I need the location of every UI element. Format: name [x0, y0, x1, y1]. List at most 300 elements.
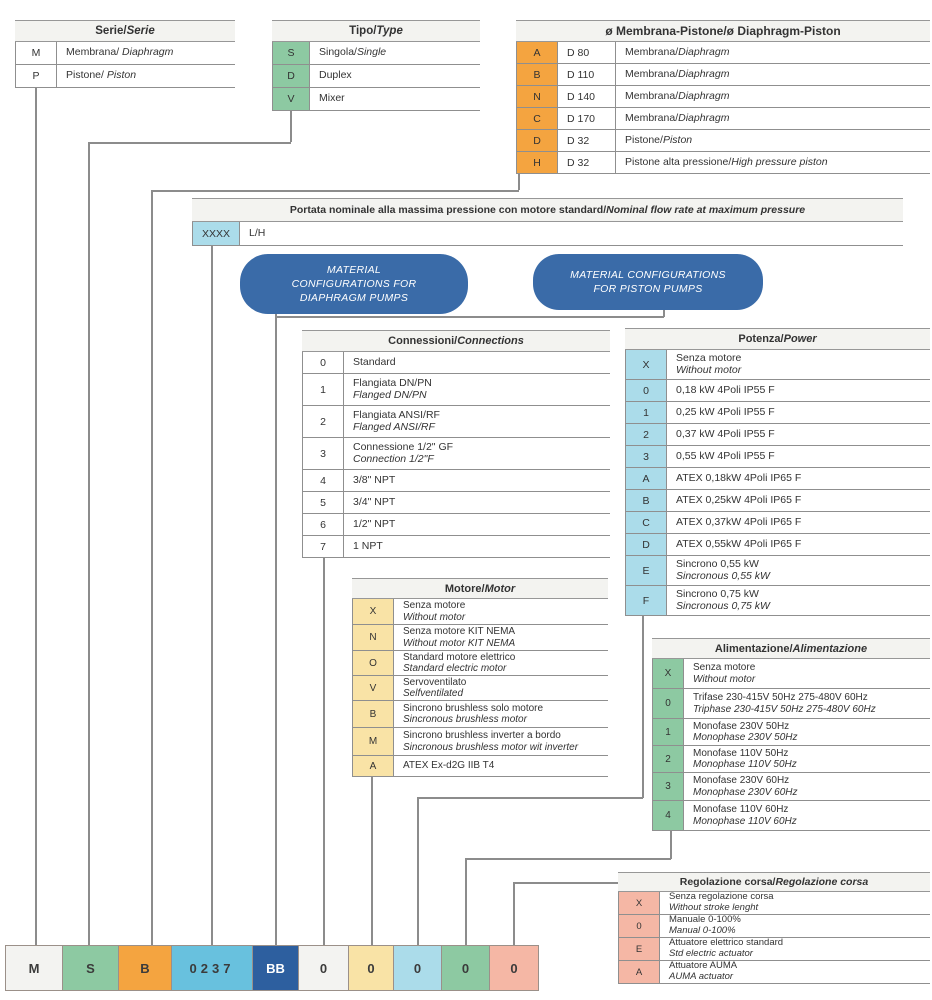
code-value: E	[642, 564, 650, 577]
row-description	[684, 746, 930, 772]
row-description	[310, 88, 480, 110]
description-text-en: Flanged DN/PN	[353, 388, 427, 401]
code-box	[490, 946, 538, 990]
table-title-it: Serie	[95, 25, 124, 37]
code-value: 1	[665, 726, 671, 738]
diameter-value: D 110	[567, 68, 595, 81]
code-value: X	[642, 358, 650, 371]
description-text-en: Monophase 110V 50Hz	[693, 759, 797, 770]
table-row	[652, 719, 930, 746]
code-cell	[625, 402, 667, 423]
description-text: ATEX 0,18kW 4Poli IP65 F	[676, 471, 802, 484]
description-text: ATEX 0,55kW 4Poli IP65 F	[676, 537, 802, 550]
description-text: Sincrono brushless solo motore	[403, 702, 544, 714]
table-row	[625, 402, 930, 424]
code-cell	[652, 719, 684, 745]
code-value: 2	[643, 428, 649, 441]
code-cell	[352, 728, 394, 755]
code-value: A	[369, 760, 377, 772]
row-description	[667, 402, 930, 423]
row-description	[344, 374, 610, 405]
table-row	[352, 756, 608, 777]
table-regolazione-corsa	[618, 872, 930, 984]
description-text: Monofase 110V 60Hz	[693, 804, 789, 816]
table-tipo	[272, 20, 480, 111]
code-box-value: S	[86, 960, 95, 976]
material-box-text: MATERIAL CONFIGURATIONS	[570, 268, 726, 281]
description-text-en: Connection 1/2"F	[353, 452, 434, 465]
code-value: D	[287, 70, 295, 82]
code-value: F	[642, 594, 650, 607]
code-value: B	[642, 494, 650, 507]
code-cell	[652, 689, 684, 718]
code-value: A	[635, 966, 643, 978]
code-box	[119, 946, 172, 990]
code-cell	[352, 599, 394, 624]
code-value: D	[533, 134, 541, 147]
code-value: 3	[665, 781, 671, 792]
code-value: XXXX	[201, 227, 230, 240]
row-description	[344, 352, 610, 373]
description-text-en: Piston	[662, 133, 693, 146]
connector-line	[465, 858, 671, 860]
connector-line	[417, 797, 419, 945]
code-box-value: 0	[413, 960, 422, 976]
connector-line	[518, 174, 520, 190]
table-title-it: Portata nominale alla massima pressione con motore standard/	[289, 204, 607, 216]
table-row	[625, 468, 930, 490]
code-cell	[272, 42, 310, 64]
code-cell	[516, 86, 558, 107]
table-title	[652, 638, 930, 659]
description-text: Flangiata DN/PN	[353, 376, 432, 389]
connector-line	[151, 190, 153, 945]
table-row	[652, 689, 930, 719]
code-cell	[15, 65, 57, 87]
code-value: 5	[320, 496, 326, 509]
row-description	[616, 108, 930, 129]
description-text: Senza regolazione corsa	[669, 891, 774, 903]
description-text: Membrana/	[625, 111, 679, 124]
table-row	[302, 406, 610, 438]
table-row	[302, 514, 610, 536]
description-text-en: Sincronous brushless motor	[403, 714, 527, 725]
code-cell	[625, 350, 667, 379]
description-text: Attuatore AUMA	[669, 960, 738, 972]
table-portata-nominale	[192, 198, 903, 246]
connector-line	[211, 246, 213, 945]
description-text-en: Flanged ANSI/RF	[353, 420, 435, 433]
description-text-en: Diaphragm	[678, 67, 730, 80]
row-description	[394, 728, 608, 755]
row-description	[660, 938, 930, 960]
code-value: B	[369, 708, 377, 720]
code-value: V	[287, 93, 295, 105]
description-text: 0,55 kW 4Poli IP55 F	[676, 449, 775, 462]
code-cell	[618, 938, 660, 960]
code-value: N	[369, 632, 377, 643]
table-row	[618, 915, 930, 938]
table-row	[302, 492, 610, 514]
code-value: E	[635, 943, 643, 955]
connector-line	[275, 314, 277, 945]
code-cell	[302, 406, 344, 437]
table-row	[352, 651, 608, 676]
table-title	[516, 20, 930, 42]
description-text: Connessione 1/2" GF	[353, 440, 454, 453]
table-row	[352, 701, 608, 728]
description-text-en: Diaphragm	[122, 46, 174, 59]
code-cell	[302, 536, 344, 557]
description-text: Standard motore elettrico	[403, 651, 516, 663]
description-text: Pistone alta pressione/	[625, 155, 732, 168]
description-text-en: Without motor	[693, 673, 756, 685]
connector-line	[88, 142, 291, 144]
diameter-value: D 170	[567, 112, 596, 125]
description-text-en: Without motor KIT NEMA	[403, 637, 516, 649]
code-value: N	[533, 90, 541, 103]
row-description	[344, 492, 610, 513]
description-text: 3/4" NPT	[353, 495, 396, 508]
table-row	[352, 676, 608, 701]
code-value: 2	[665, 753, 671, 765]
description-text: ATEX Ex-d2G IIB T4	[403, 760, 495, 772]
table-row	[625, 490, 930, 512]
connector-line	[371, 777, 373, 945]
diameter-cell	[558, 86, 616, 107]
material-config-piston-box	[533, 254, 763, 310]
code-value: 0	[643, 384, 649, 397]
table-potenza	[625, 328, 930, 616]
row-description	[667, 350, 930, 379]
code-cell	[625, 424, 667, 445]
row-description	[616, 86, 930, 107]
code-value: C	[642, 516, 650, 529]
table-row	[618, 892, 930, 915]
table-connessioni	[302, 330, 610, 558]
description-text-en: Std electric actuator	[669, 948, 753, 959]
code-cell	[352, 701, 394, 727]
code-cell	[302, 470, 344, 491]
description-text: Membrana/	[625, 67, 679, 80]
description-text: Attuatore elettrico standard	[669, 937, 784, 949]
description-text: Sincrono 0,75 kW	[676, 587, 759, 600]
code-cell	[625, 446, 667, 467]
table-row	[302, 536, 610, 558]
table-title-en: Regolazione corsa	[775, 876, 869, 888]
description-text: Pistone/	[625, 133, 663, 146]
description-text-en: Monophase 230V 60Hz	[693, 786, 798, 798]
connector-line	[151, 190, 519, 192]
code-cell	[625, 556, 667, 585]
description-text: 1 NPT	[353, 539, 383, 552]
connector-line	[465, 858, 467, 945]
code-value: M	[368, 736, 378, 747]
description-text-en: High pressure piston	[731, 155, 828, 168]
code-value: 4	[665, 810, 671, 821]
table-row	[652, 773, 930, 801]
table-row	[625, 586, 930, 616]
material-box-text: FOR PISTON PUMPS	[593, 283, 703, 295]
description-text: 0,18 kW 4Poli IP55 F	[676, 383, 775, 396]
description-text-en: Single	[356, 46, 387, 59]
connector-line	[290, 111, 292, 142]
row-description	[667, 446, 930, 467]
code-value: 3	[320, 447, 326, 460]
description-text: 1/2" NPT	[353, 517, 396, 530]
row-description	[660, 961, 930, 983]
table-row	[302, 374, 610, 406]
description-text: Sincrono brushless inverter a bordo	[403, 730, 561, 742]
row-description	[344, 406, 610, 437]
row-description	[344, 514, 610, 535]
code-cell	[516, 108, 558, 129]
diameter-cell	[558, 152, 616, 173]
diameter-value: D 32	[567, 156, 590, 169]
description-text-en: AUMA actuator	[669, 971, 734, 982]
description-text: ATEX 0,37kW 4Poli IP65 F	[676, 515, 802, 528]
table-row	[625, 512, 930, 534]
code-cell	[352, 651, 394, 675]
code-row	[5, 945, 539, 991]
code-value: 0	[665, 698, 671, 709]
row-description	[684, 689, 930, 718]
code-box	[63, 946, 119, 990]
code-cell	[302, 514, 344, 535]
code-box	[6, 946, 63, 990]
description-text: Monofase 230V 60Hz	[693, 775, 790, 787]
table-row	[618, 961, 930, 984]
row-description	[684, 801, 930, 830]
row-description	[660, 915, 930, 937]
code-cell	[192, 222, 240, 245]
code-value: 7	[320, 540, 326, 553]
description-text-en: Selfventilated	[403, 688, 464, 699]
description-text-en: Diaphragm	[678, 89, 730, 102]
code-box-value: 0	[319, 960, 328, 976]
code-cell	[652, 773, 684, 800]
row-description	[344, 536, 610, 557]
description-text: Servoventilato	[403, 676, 467, 688]
row-description	[667, 380, 930, 401]
code-box	[349, 946, 394, 990]
connector-line	[417, 797, 643, 799]
diameter-cell	[558, 64, 616, 85]
table-title-it: Motore/	[444, 582, 485, 595]
description-text-en: Diaphragm	[678, 111, 730, 124]
table-title-it: Potenza/	[738, 333, 784, 345]
table-title-it: Regolazione corsa/	[679, 876, 776, 888]
code-cell	[352, 625, 394, 650]
table-row	[618, 938, 930, 961]
connector-line	[642, 616, 644, 798]
table-row	[625, 350, 930, 380]
table-title-it: ø Membrana-Pistone/	[605, 24, 727, 38]
table-row	[272, 42, 480, 65]
row-description	[660, 892, 930, 914]
connector-line	[88, 142, 90, 945]
code-value: 4	[320, 474, 326, 487]
code-cell	[302, 492, 344, 513]
material-box-text: DIAPHRAGM PUMPS	[299, 292, 409, 305]
table-title-it: Alimentazione/	[714, 642, 793, 655]
code-box	[394, 946, 442, 990]
code-value: X	[664, 668, 672, 679]
code-cell	[625, 586, 667, 615]
code-cell	[15, 42, 57, 64]
table-row	[352, 599, 608, 625]
table-title-en: ø Diaphragm-Piston	[726, 24, 841, 38]
description-text: Duplex	[319, 69, 352, 82]
code-cell	[272, 88, 310, 110]
description-text: ATEX 0,25kW 4Poli IP65 F	[676, 493, 802, 506]
code-cell	[618, 961, 660, 983]
table-title-en: Motor	[484, 582, 516, 595]
row-description	[684, 719, 930, 745]
description-text: Membrana/	[66, 46, 123, 59]
description-text: Mixer	[319, 92, 345, 105]
code-cell	[625, 534, 667, 555]
table-membrana-pistone	[516, 20, 930, 174]
description-text: Senza motore KIT NEMA	[403, 626, 516, 638]
code-value: X	[635, 897, 643, 909]
code-value: S	[287, 47, 295, 59]
code-value: A	[642, 472, 650, 485]
table-row	[516, 42, 930, 64]
code-value: 6	[320, 518, 326, 531]
row-description	[667, 534, 930, 555]
table-row	[272, 65, 480, 88]
table-row	[625, 446, 930, 468]
code-cell	[516, 152, 558, 173]
table-title-en: Serie	[126, 25, 155, 37]
code-box-value: 0	[510, 960, 518, 976]
description-text: L/H	[249, 226, 266, 239]
row-description	[57, 42, 235, 64]
description-text-en: Monophase 230V 50Hz	[693, 732, 798, 743]
code-box	[442, 946, 490, 990]
row-description	[310, 42, 480, 64]
description-text-en: Sincronous 0,55 kW	[676, 569, 770, 582]
code-value: 0	[636, 920, 642, 932]
table-title	[192, 198, 903, 222]
row-description	[344, 438, 610, 469]
table-row	[302, 438, 610, 470]
table-row	[352, 625, 608, 651]
table-title-it: Connessioni/	[388, 335, 458, 347]
description-text-en: Sincronous 0,75 kW	[676, 599, 770, 612]
code-cell	[302, 352, 344, 373]
code-cell	[652, 659, 684, 688]
row-description	[394, 701, 608, 727]
connector-line	[663, 310, 665, 317]
code-value: 0	[320, 356, 326, 369]
table-title-it: Tipo	[349, 25, 374, 37]
connector-line	[275, 316, 664, 318]
connector-line	[513, 882, 515, 945]
material-config-diaphragm-box	[240, 254, 468, 314]
row-description	[667, 468, 930, 489]
table-row	[302, 352, 610, 374]
description-text: Flangiata ANSI/RF	[353, 408, 440, 421]
code-cell	[272, 65, 310, 87]
table-motore	[352, 578, 608, 777]
code-cell	[618, 892, 660, 914]
table-row	[516, 64, 930, 86]
diameter-value: D 32	[567, 134, 590, 147]
code-value: V	[369, 682, 377, 694]
connector-line	[513, 882, 618, 884]
code-box-value: 0	[461, 960, 470, 976]
code-cell	[625, 512, 667, 533]
table-row	[352, 728, 608, 756]
description-text: Manuale 0-100%	[669, 914, 741, 926]
code-cell	[516, 42, 558, 63]
description-text-en: Without stroke lenght	[669, 902, 759, 913]
diameter-cell	[558, 130, 616, 151]
description-text-en: Sincronous brushless motor wit inverter	[403, 741, 579, 753]
diameter-value: D 80	[567, 46, 590, 59]
description-text: Trifase 230-415V 50Hz 275-480V 60Hz	[693, 692, 868, 704]
table-title-en: Alimentazione	[792, 642, 868, 655]
table-row	[302, 470, 610, 492]
row-description	[616, 42, 930, 63]
description-text: 0,25 kW 4Poli IP55 F	[676, 405, 775, 418]
description-text: Standard	[353, 355, 396, 368]
code-box	[253, 946, 299, 990]
code-value: 2	[320, 415, 326, 428]
code-cell	[516, 130, 558, 151]
table-row	[15, 42, 235, 65]
code-cell	[618, 915, 660, 937]
row-description	[394, 599, 608, 624]
table-serie	[15, 20, 235, 88]
code-cell	[302, 374, 344, 405]
row-description	[394, 756, 608, 776]
code-value: O	[369, 657, 377, 669]
table-row	[15, 65, 235, 88]
code-box-value: BB	[266, 960, 285, 976]
description-text-en: Monophase 110V 60Hz	[693, 815, 797, 827]
diameter-cell	[558, 42, 616, 63]
description-text-en: Without motor	[403, 611, 466, 623]
table-title-en: Nominal flow rate at maximum pressure	[606, 204, 806, 216]
code-cell	[625, 490, 667, 511]
description-text-en: Triphase 230-415V 50Hz 275-480V 60Hz	[693, 703, 876, 715]
row-description	[616, 152, 930, 173]
table-row	[516, 152, 930, 174]
row-description	[667, 490, 930, 511]
table-row	[516, 108, 930, 130]
row-description	[667, 556, 930, 585]
code-cell	[352, 676, 394, 700]
description-text-en: Without motor	[676, 363, 742, 376]
row-description	[667, 512, 930, 533]
row-description	[57, 65, 235, 87]
row-description	[667, 586, 930, 615]
material-box-text: MATERIAL	[326, 263, 382, 276]
code-cell	[352, 756, 394, 776]
connector-line	[35, 88, 37, 945]
code-value: P	[32, 70, 40, 82]
description-text: Senza motore	[676, 351, 742, 364]
code-value: 3	[643, 450, 649, 463]
code-value: D	[642, 538, 650, 551]
table-row	[516, 86, 930, 108]
table-title: Serie / Serie	[15, 20, 235, 42]
table-row	[625, 424, 930, 446]
table-row	[625, 380, 930, 402]
